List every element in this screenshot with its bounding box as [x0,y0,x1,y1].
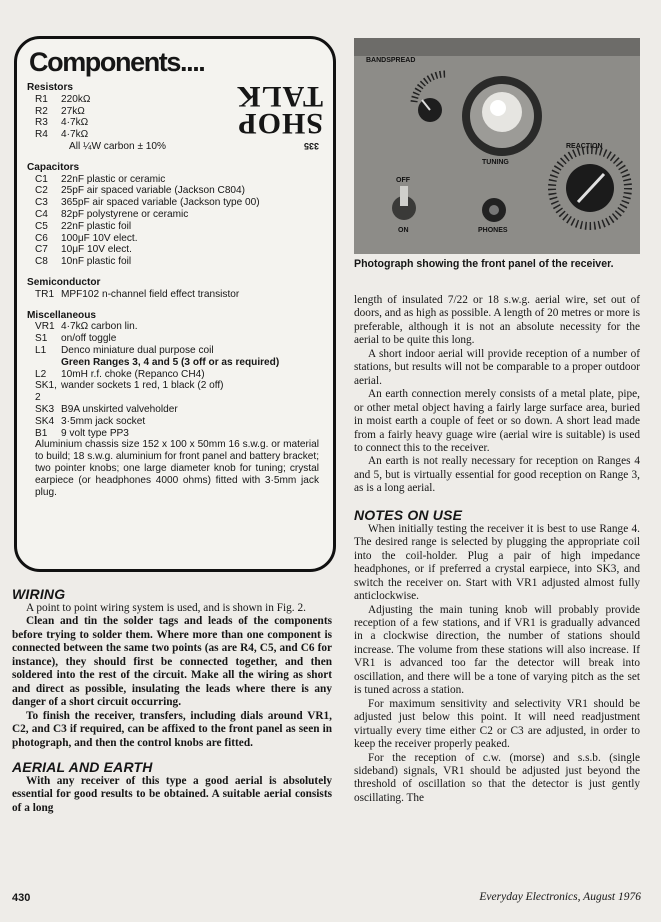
capacitor-ref: C1 [35,173,48,185]
capacitor-desc: 22nF plastic or ceramic [61,173,166,185]
capacitor-desc: 25pF air spaced variable (Jackson C804) [61,185,246,197]
label-tuning: TUNING [482,159,509,166]
components-title: Components.... [29,47,205,77]
resistor-ref: R3 [35,117,48,129]
wiring-para-2: Clean and tin the solder tags and leads of the components before trying to solder them. Where more than one component is connected between the same two points (as are R4, C5, and C6 for instance), they should first be connected together, and then soldered into the rest of the circuit. Make all the wiring as short and direct as possible, insulating the leads where there is any danger of a short circuit occurring. [12,615,332,709]
misc-item-desc: Denco miniature dual purpose coil [61,344,214,356]
resistor-desc: 4·7kΩ [61,129,89,141]
resistor-ref: R2 [35,105,48,117]
misc-item-ref: L2 [35,368,47,380]
misc-item-ref: B1 [35,427,48,439]
notes-para-4: For the reception of c.w. (morse) and s.s.b. (single sideband) signals, VR1 should be adjusted just beyond the threshold of oscillation so that the detector is just gently oscillating. The [354,751,640,804]
misc-paragraph: Aluminium chassis size 152 x 100 x 50mm 16 s.w.g. or material to build; 18 s.w.g. aluminium for front panel and battery bracket; two pointer knobs; one large diameter knob for tuning; crystal earpiece (or headphones 4000 ohms) fitted with 3·5mm jack plug. [35,439,319,498]
misc-item-row [27,404,319,416]
semiconductor-list [27,289,319,301]
semiconductor-ref: TR1 [35,288,55,300]
page-number: 430 [12,892,31,904]
misc-item-row [27,369,319,381]
misc-item-row [27,428,319,440]
misc-item-desc: wander sockets 1 red, 1 black (2 off) [61,380,224,392]
misc-item-ref [27,357,61,369]
misc-item-row [27,321,319,333]
capacitor-row [27,233,319,245]
semiconductor-heading: Semiconductor [27,276,101,288]
label-reaction: REACTION [566,143,603,150]
misc-item-row [27,357,319,369]
capacitor-row [27,209,319,221]
misc-item-row [27,333,319,345]
aerial-para-2: A short indoor aerial will provide reception of a number of stations, but results will not be comparable to a proper outdoor aerial. [354,347,640,387]
misc-item-ref: SK4 [35,415,55,427]
misc-item-ref: SK1, 2 [35,380,57,404]
front-panel-drawing [354,38,640,254]
misc-item-desc: Green Ranges 3, 4 and 5 (3 off or as required) [61,356,280,368]
misc-item-ref: S1 [35,333,48,345]
misc-item-row [27,345,319,357]
capacitor-desc: 10μF 10V elect. [61,244,132,256]
wiring-para-1: A point to point wiring system is used, and is shown in Fig. 2. [26,602,306,614]
aerial-para-4: An earth is not really necessary for reception on Ranges 4 and 5, but is virtually essential for good reception on Range 3, as is a long aerial. [354,455,640,495]
components-box [14,36,336,572]
capacitor-ref: C3 [35,197,48,209]
aerial-para-1: With any receiver of this type a good aerial is absolutely essential for good results to be obtained. A suitable aerial consists of a long [12,774,332,814]
capacitor-ref: C6 [35,232,48,244]
notes-para-2: Adjusting the main tuning knob will probably provide reception of a few stations, and if VR1 is gradually advanced in a clockwise direction, the number of stations should increase. The volume from these stations will also increase. If VR1 is advanced too far the detector will break into oscillation, and there will be a tone of varying pitch as the set is tuned across a station. [354,603,640,697]
capacitor-row [27,256,319,268]
capacitors-list [27,174,319,268]
capacitor-desc: 365pF air spaced variable (Jackson type 00) [61,197,260,209]
label-on: ON [398,227,409,234]
misc-item-desc: 3·5mm jack socket [61,415,146,427]
logo-line-1: TALK [236,80,323,113]
capacitor-desc: 22nF plastic foil [61,220,132,232]
logo-small-mark: 335 [303,140,319,151]
resistor-desc: 4·7kΩ [61,117,89,129]
semiconductor-desc: MPF102 n-channel field effect transistor [61,288,240,300]
capacitors-heading: Capacitors [27,161,80,173]
misc-item-row [27,416,319,428]
capacitor-desc: 100μF 10V elect. [61,232,138,244]
misc-item-row [27,380,319,404]
capacitor-desc: 82pF polystyrene or ceramic [61,208,189,220]
resistor-ref: R4 [35,129,48,141]
talk-shop-logo [236,80,323,140]
photo-caption: Photograph showing the front panel of the receiver. [354,258,614,270]
capacitor-ref: C2 [35,185,48,197]
aerial-heading: AERIAL AND EARTH [12,758,153,775]
aerial-para-1-cont: length of insulated 7/22 or 18 s.w.g. aerial wire, set out of doors, and as high as possible. A length of 20 metres or more is preferable, although it is not an absolute necessity for the aerial to be quite this long. [354,294,640,347]
misc-item-desc: B9A unskirted valveholder [61,403,178,415]
notes-para-3: For maximum sensitivity and selectivity VR1 should be adjusted just below this point. It will need readjustment virtually every time either C2 or C3 are adjusted, in order to keep the receiver properly peaked. [354,697,640,751]
capacitor-row [27,174,319,186]
left-column [12,586,332,815]
wiring-heading: WIRING [12,586,66,602]
misc-list [27,321,319,439]
journal-credit: Everyday Electronics, August 1976 [479,891,641,903]
misc-item-desc: 9 volt type PP3 [61,427,129,439]
capacitor-ref: C7 [35,244,48,256]
capacitor-row [27,197,319,209]
capacitor-ref: C5 [35,220,48,232]
notes-heading: NOTES ON USE [354,506,463,523]
capacitor-ref: C8 [35,256,48,268]
label-bandspread: BANDSPREAD [366,57,416,64]
capacitor-desc: 10nF plastic foil [61,256,132,268]
misc-item-ref: VR1 [35,321,55,333]
front-panel-photo [354,38,640,254]
misc-item-ref: SK3 [35,403,55,415]
misc-item-desc: on/off toggle [61,333,117,345]
resistor-ref: R1 [35,93,48,105]
label-phones: PHONES [478,227,508,234]
resistor-desc: 220kΩ [61,93,91,105]
resistors-heading: Resistors [27,82,74,93]
wiring-para-3: To finish the receiver, transfers, including dials around VR1, C2, and C3 if required, can be affixed to the front panel as seen in photograph, and then the control knobs are fitted. [12,709,332,749]
right-column [354,294,640,805]
misc-heading: Miscellaneous [27,309,97,321]
capacitor-row [27,185,319,197]
capacitor-ref: C4 [35,208,48,220]
resistors-note: All ¼W carbon ± 10% [69,140,166,152]
logo-line-2: SHOP [237,107,323,140]
capacitor-row [27,221,319,233]
notes-para-1: When initially testing the receiver it is best to use Range 4. The desired range is selected by plugging the appropriate coil into the coil-holder. Plug a pair of high impedance headphones, or if preferred a crystal earpiece, into SK3, and switch the receiver on. Start with VR1 adjusted almost fully anticlockwise. [354,522,640,603]
aerial-para-3: An earth connection merely consists of a metal plate, pipe, or other metal object having a fairly large surface area, buried in moist earth a couple of feet or so down. A short lead made from a fairly heavy guage wire (aerial wire is suitable) is used to connect this to the receiver. [354,388,640,454]
semiconductor-row [27,289,319,301]
misc-item-desc: 10mH r.f. choke (Repanco CH4) [61,368,205,380]
misc-item-ref: L1 [35,344,47,356]
label-off: OFF [396,177,410,184]
resistor-desc: 27kΩ [61,105,85,117]
misc-item-desc: 4·7kΩ carbon lin. [61,321,138,333]
capacitor-row [27,244,319,256]
